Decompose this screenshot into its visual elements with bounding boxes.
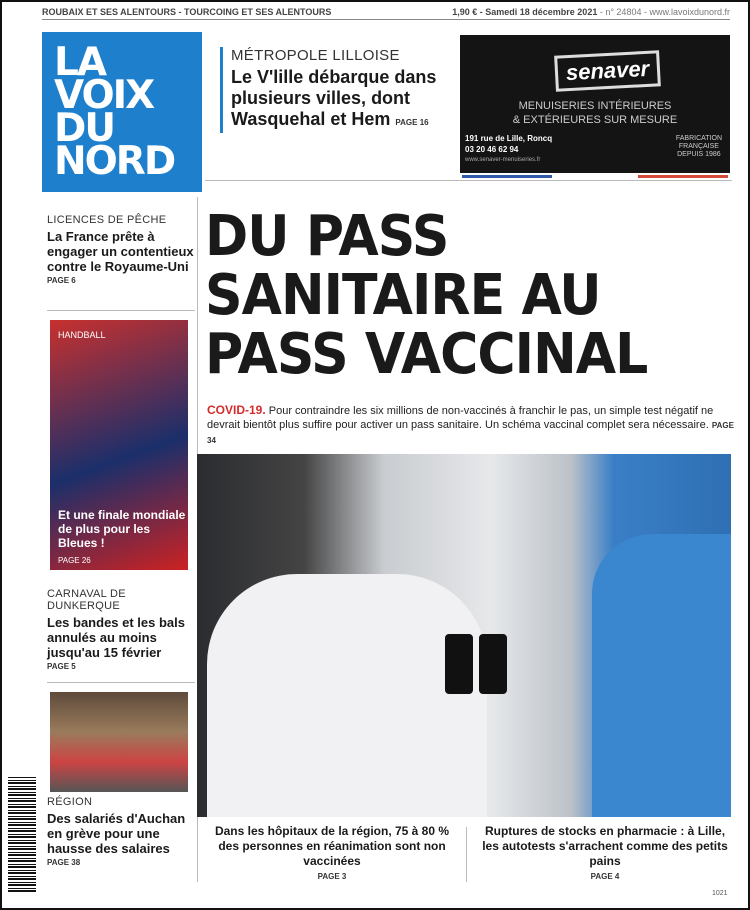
masthead-logo [42, 32, 202, 192]
page-ref: PAGE 3 [317, 872, 347, 881]
logo-line: VOIX [54, 73, 154, 118]
ad-address: 191 rue de Lille, Roncq 03 20 46 62 94 www.senaver-menuiseries.fr [465, 134, 553, 163]
main-photo-pass-check [197, 454, 731, 817]
logo-line: DU [54, 106, 115, 151]
edition: ROUBAIX ET SES ALENTOURS - TOURCOING ET SES ALENTOURS [42, 7, 332, 17]
teaser-carnaval[interactable] [47, 588, 195, 671]
teaser-title: Des salariés d'Auchan en grève pour une hausse des salaires [47, 811, 186, 856]
divider [47, 682, 195, 683]
lead-text: Pour contraindre les six millions de non-vaccinés à franchir le pas, un simple test négatif ne devrait bientôt plus suffire pour activer un pass sanitaire. Un schéma vaccinal complet sera nécessaire. [207, 405, 714, 431]
kicker: CARNAVAL DE DUNKERQUE [47, 588, 126, 612]
teaser-title: Dans les hôpitaux de la région, 75 à 80 % des personnes en réanimation sont non vaccinées [214, 824, 450, 868]
lead-paragraph [207, 403, 737, 448]
column-divider [466, 827, 467, 882]
teaser-title: La France prête à engager un contentieux contre le Royaume-Uni [47, 229, 194, 274]
top-bar [42, 7, 730, 20]
page-ref: PAGE 16 [395, 118, 429, 127]
teaser-title: Les bandes et les bals annulés au moins jusqu'au 15 février [47, 615, 186, 660]
teaser-peche[interactable] [47, 214, 195, 285]
divider [205, 180, 732, 181]
divider [47, 310, 195, 311]
photo-person-right [592, 534, 731, 817]
kicker: MÉTROPOLE LILLOISE [231, 47, 400, 64]
page-ref: PAGE 6 [47, 276, 76, 285]
flag-blue [462, 175, 552, 178]
teaser-title: Le V'lille débarque dans plusieurs villes, dont Wasquehal et Hem PAGE 16 [231, 67, 437, 129]
photo-person-left [207, 574, 487, 817]
page-ref: PAGE 4 [590, 872, 620, 881]
kicker: RÉGION [47, 796, 93, 808]
teaser-title: Ruptures de stocks en pharmacie : à Lille, les autotests s'arrachent comme des petits pains [482, 824, 728, 868]
advertisement[interactable] [460, 35, 730, 173]
page-ref: PAGE 5 [47, 662, 76, 671]
kicker: HANDBALL [58, 330, 106, 340]
teaser-metropole[interactable] [220, 47, 455, 133]
teaser-title: Et une finale mondiale de plus pour les Bleues ! [58, 508, 186, 550]
ad-brand-logo: senaver [554, 50, 661, 91]
ad-text: MENUISERIES INTÉRIEURES & EXTÉRIEURES SUR MESURE [512, 100, 678, 126]
handball-photo-teaser[interactable] [50, 320, 188, 570]
footer-code: 1021 [712, 890, 728, 897]
logo-line: NORD [54, 139, 175, 184]
barcode [8, 777, 36, 892]
flag-red [638, 175, 728, 178]
kicker: LICENCES DE PÊCHE [47, 214, 167, 226]
bottom-teaser-hopitaux[interactable] [207, 824, 457, 884]
page-ref: PAGE 26 [58, 556, 91, 565]
lead-kicker: COVID-19. [207, 403, 266, 417]
photo-phone [479, 634, 507, 694]
auchan-photo [50, 692, 188, 792]
main-headline[interactable]: DU PASS SANITAIRE AU PASS VACCINAL [205, 204, 648, 387]
photo-phone [445, 634, 473, 694]
teaser-region[interactable] [47, 796, 195, 867]
price-date: 1,90 € - Samedi 18 décembre 2021 [452, 7, 598, 17]
page-ref: PAGE 38 [47, 858, 81, 867]
bottom-teaser-autotests[interactable] [480, 824, 730, 884]
logo-line: LA [54, 40, 106, 85]
issue-info: - n° 24804 - www.lavoixdunord.fr [597, 7, 730, 17]
page-ref: PAGE 34 [207, 421, 734, 445]
ad-fabrication: FABRICATION FRANÇAISE DEPUIS 1986 [675, 135, 722, 158]
